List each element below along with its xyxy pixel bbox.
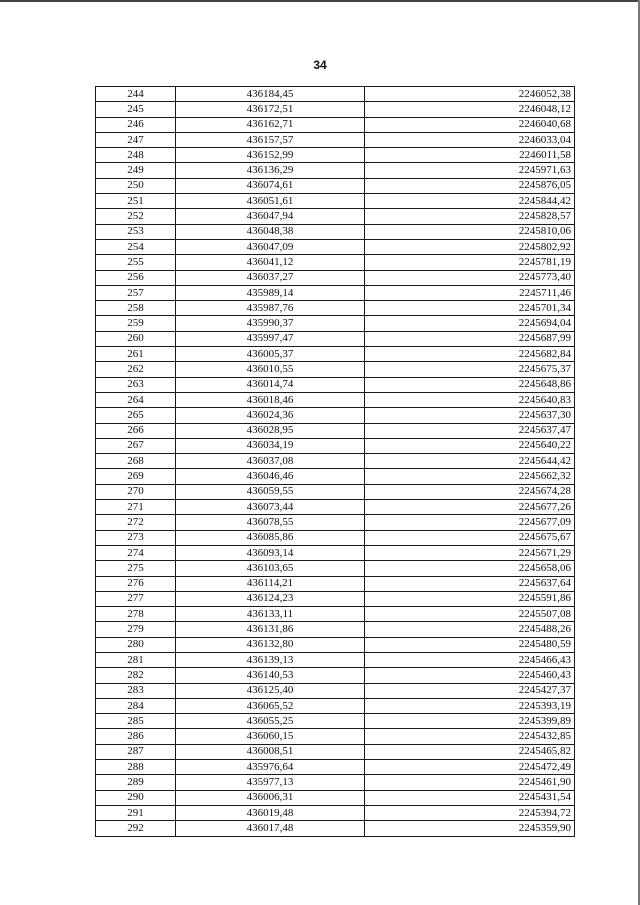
point-number-cell: 258 [96,301,176,316]
table-row [96,714,575,729]
table-row [96,194,575,209]
table-row [96,515,575,530]
y-coordinate-cell: 2245359,90 [365,821,575,836]
x-coordinate-cell: 436131,86 [176,622,365,637]
point-number-cell: 286 [96,729,176,744]
y-coordinate-cell: 2245427,37 [365,683,575,698]
table-row [96,637,575,652]
page-number: 34 [313,58,327,72]
table-row [96,500,575,515]
y-coordinate-cell: 2245711,46 [365,285,575,300]
y-coordinate-cell: 2245637,47 [365,423,575,438]
y-coordinate-cell: 2245687,99 [365,331,575,346]
table-row [96,591,575,606]
x-coordinate-cell: 436085,86 [176,530,365,545]
table-row [96,392,575,407]
point-number-cell: 246 [96,117,176,132]
point-number-cell: 281 [96,652,176,667]
point-number-cell: 254 [96,239,176,254]
x-coordinate-cell: 435976,64 [176,760,365,775]
y-coordinate-cell: 2245640,83 [365,392,575,407]
point-number-cell: 282 [96,668,176,683]
x-coordinate-cell: 436103,65 [176,561,365,576]
x-coordinate-cell: 435990,37 [176,316,365,331]
table-row [96,805,575,820]
y-coordinate-cell: 2245637,64 [365,576,575,591]
table-row [96,668,575,683]
y-coordinate-cell: 2245675,37 [365,362,575,377]
y-coordinate-cell: 2245644,42 [365,454,575,469]
x-coordinate-cell: 436018,46 [176,392,365,407]
point-number-cell: 260 [96,331,176,346]
x-coordinate-cell: 436059,55 [176,484,365,499]
point-number-cell: 244 [96,87,176,102]
point-number-cell: 271 [96,500,176,515]
table-row [96,285,575,300]
y-coordinate-cell: 2245671,29 [365,545,575,560]
x-coordinate-cell: 436037,27 [176,270,365,285]
scan-edge-top [0,0,640,2]
table-row [96,683,575,698]
table-row [96,775,575,790]
y-coordinate-cell: 2245662,32 [365,469,575,484]
y-coordinate-cell: 2245480,59 [365,637,575,652]
point-number-cell: 277 [96,591,176,606]
point-number-cell: 289 [96,775,176,790]
y-coordinate-cell: 2245465,82 [365,744,575,759]
x-coordinate-cell: 435977,13 [176,775,365,790]
y-coordinate-cell: 2245658,06 [365,561,575,576]
x-coordinate-cell: 436152,99 [176,148,365,163]
y-coordinate-cell: 2245648,86 [365,377,575,392]
x-coordinate-cell: 436024,36 [176,408,365,423]
y-coordinate-cell: 2245810,06 [365,224,575,239]
y-coordinate-cell: 2245432,85 [365,729,575,744]
point-number-cell: 290 [96,790,176,805]
point-number-cell: 267 [96,438,176,453]
y-coordinate-cell: 2245844,42 [365,194,575,209]
coordinates-table [95,86,575,837]
point-number-cell: 255 [96,255,176,270]
point-number-cell: 287 [96,744,176,759]
y-coordinate-cell: 2245460,43 [365,668,575,683]
y-coordinate-cell: 2245781,19 [365,255,575,270]
y-coordinate-cell: 2245971,63 [365,163,575,178]
point-number-cell: 285 [96,714,176,729]
point-number-cell: 278 [96,607,176,622]
y-coordinate-cell: 2245677,09 [365,515,575,530]
x-coordinate-cell: 436006,31 [176,790,365,805]
x-coordinate-cell: 436125,40 [176,683,365,698]
x-coordinate-cell: 436136,29 [176,163,365,178]
table-row [96,438,575,453]
x-coordinate-cell: 436074,61 [176,178,365,193]
point-number-cell: 265 [96,408,176,423]
table-row [96,760,575,775]
y-coordinate-cell: 2246011,58 [365,148,575,163]
x-coordinate-cell: 436005,37 [176,347,365,362]
point-number-cell: 264 [96,392,176,407]
y-coordinate-cell: 2245472,49 [365,760,575,775]
y-coordinate-cell: 2246040,68 [365,117,575,132]
table-row [96,331,575,346]
table-row [96,729,575,744]
point-number-cell: 253 [96,224,176,239]
y-coordinate-cell: 2245431,54 [365,790,575,805]
x-coordinate-cell: 436034,19 [176,438,365,453]
point-number-cell: 263 [96,377,176,392]
point-number-cell: 280 [96,637,176,652]
x-coordinate-cell: 436048,38 [176,224,365,239]
x-coordinate-cell: 435997,47 [176,331,365,346]
point-number-cell: 262 [96,362,176,377]
x-coordinate-cell: 435987,76 [176,301,365,316]
table-row [96,239,575,254]
x-coordinate-cell: 435989,14 [176,285,365,300]
x-coordinate-cell: 436014,74 [176,377,365,392]
y-coordinate-cell: 2245591,86 [365,591,575,606]
point-number-cell: 249 [96,163,176,178]
x-coordinate-cell: 436073,44 [176,500,365,515]
y-coordinate-cell: 2245461,90 [365,775,575,790]
x-coordinate-cell: 436008,51 [176,744,365,759]
point-number-cell: 270 [96,484,176,499]
x-coordinate-cell: 436184,45 [176,87,365,102]
table-row [96,377,575,392]
y-coordinate-cell: 2245399,89 [365,714,575,729]
y-coordinate-cell: 2245393,19 [365,698,575,713]
table-row [96,545,575,560]
x-coordinate-cell: 436055,25 [176,714,365,729]
point-number-cell: 261 [96,347,176,362]
table-row [96,163,575,178]
y-coordinate-cell: 2245637,30 [365,408,575,423]
table-row [96,102,575,117]
x-coordinate-cell: 436093,14 [176,545,365,560]
y-coordinate-cell: 2246048,12 [365,102,575,117]
table-row [96,87,575,102]
point-number-cell: 292 [96,821,176,836]
point-number-cell: 266 [96,423,176,438]
table-row [96,132,575,147]
x-coordinate-cell: 436051,61 [176,194,365,209]
point-number-cell: 259 [96,316,176,331]
table-row [96,347,575,362]
y-coordinate-cell: 2245640,22 [365,438,575,453]
y-coordinate-cell: 2245466,43 [365,652,575,667]
point-number-cell: 268 [96,454,176,469]
x-coordinate-cell: 436140,53 [176,668,365,683]
y-coordinate-cell: 2245682,84 [365,347,575,362]
x-coordinate-cell: 436037,08 [176,454,365,469]
table-row [96,652,575,667]
table-row [96,301,575,316]
point-number-cell: 269 [96,469,176,484]
point-number-cell: 256 [96,270,176,285]
point-number-cell: 272 [96,515,176,530]
table-row [96,561,575,576]
table-row [96,362,575,377]
x-coordinate-cell: 436047,94 [176,209,365,224]
y-coordinate-cell: 2245701,34 [365,301,575,316]
y-coordinate-cell: 2245876,05 [365,178,575,193]
x-coordinate-cell: 436133,11 [176,607,365,622]
table-row [96,148,575,163]
point-number-cell: 291 [96,805,176,820]
table-row [96,209,575,224]
x-coordinate-cell: 436041,12 [176,255,365,270]
y-coordinate-cell: 2245828,57 [365,209,575,224]
table-row [96,744,575,759]
table-row [96,270,575,285]
point-number-cell: 284 [96,698,176,713]
point-number-cell: 274 [96,545,176,560]
x-coordinate-cell: 436114,21 [176,576,365,591]
y-coordinate-cell: 2245488,26 [365,622,575,637]
y-coordinate-cell: 2245802,92 [365,239,575,254]
point-number-cell: 288 [96,760,176,775]
table-row [96,255,575,270]
point-number-cell: 273 [96,530,176,545]
y-coordinate-cell: 2245674,28 [365,484,575,499]
x-coordinate-cell: 436047,09 [176,239,365,254]
table-row [96,117,575,132]
table-row [96,454,575,469]
x-coordinate-cell: 436162,71 [176,117,365,132]
point-number-cell: 252 [96,209,176,224]
x-coordinate-cell: 436060,15 [176,729,365,744]
point-number-cell: 250 [96,178,176,193]
table-row [96,790,575,805]
table-row [96,576,575,591]
y-coordinate-cell: 2245677,26 [365,500,575,515]
point-number-cell: 275 [96,561,176,576]
x-coordinate-cell: 436010,55 [176,362,365,377]
y-coordinate-cell: 2245507,08 [365,607,575,622]
point-number-cell: 245 [96,102,176,117]
table-row [96,316,575,331]
y-coordinate-cell: 2245773,40 [365,270,575,285]
y-coordinate-cell: 2246052,38 [365,87,575,102]
x-coordinate-cell: 436124,23 [176,591,365,606]
x-coordinate-cell: 436078,55 [176,515,365,530]
coordinates-table-body [96,87,575,837]
point-number-cell: 283 [96,683,176,698]
table-row [96,224,575,239]
table-row [96,484,575,499]
y-coordinate-cell: 2245675,67 [365,530,575,545]
table-row [96,698,575,713]
y-coordinate-cell: 2246033,04 [365,132,575,147]
y-coordinate-cell: 2245694,04 [365,316,575,331]
table-row [96,530,575,545]
x-coordinate-cell: 436139,13 [176,652,365,667]
x-coordinate-cell: 436046,46 [176,469,365,484]
table-row [96,178,575,193]
table-row [96,469,575,484]
x-coordinate-cell: 436019,48 [176,805,365,820]
table-row [96,821,575,836]
x-coordinate-cell: 436157,57 [176,132,365,147]
x-coordinate-cell: 436172,51 [176,102,365,117]
point-number-cell: 247 [96,132,176,147]
x-coordinate-cell: 436028,95 [176,423,365,438]
table-row [96,408,575,423]
point-number-cell: 251 [96,194,176,209]
y-coordinate-cell: 2245394,72 [365,805,575,820]
table-row [96,423,575,438]
table-row [96,607,575,622]
point-number-cell: 279 [96,622,176,637]
point-number-cell: 248 [96,148,176,163]
x-coordinate-cell: 436065,52 [176,698,365,713]
x-coordinate-cell: 436132,80 [176,637,365,652]
x-coordinate-cell: 436017,48 [176,821,365,836]
table-row [96,622,575,637]
point-number-cell: 257 [96,285,176,300]
point-number-cell: 276 [96,576,176,591]
